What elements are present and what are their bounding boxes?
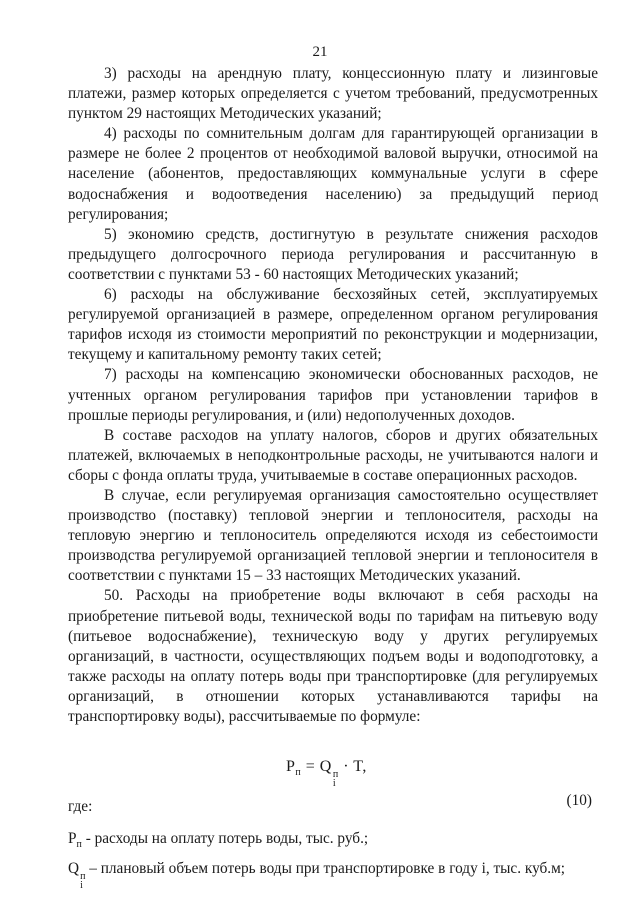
paragraph-item-4: 4) расходы по сомнительным долгам для гарантирующей организации в размере не более 2 процентов от необходимой валовой выручки, относимой на население (абонентов, предоставляющих коммунальные услуги в сфере водоснабжения и водоотведения населению) за предыдущий период регулирования; <box>68 125 598 223</box>
page-number: 21 <box>312 44 328 60</box>
formula-number: (10) <box>566 792 592 810</box>
definition-symbol-sub: п <box>76 839 82 851</box>
formula-rhs-var: Q <box>319 758 332 776</box>
definition-text: - расходы на оплату потерь воды, тыс. руб.; <box>81 830 369 848</box>
document-body <box>68 64 598 894</box>
formula-rhs-subsup <box>333 770 339 788</box>
formula-number-row <box>68 791 598 816</box>
formula-rhs-sub: i <box>332 778 337 790</box>
definition-text: – плановый объем потерь воды при транспортировке в году i, тыс. куб.м; <box>85 860 566 878</box>
paragraph-taxes: В составе расходов на уплату налогов, сборов и других обязательных платежей, включаемых в неподконтрольные расходы, не учитываются налоги и сборы с фонда оплаты труда, учитываемые в составе операционных расходов. <box>68 426 598 484</box>
definition-symbol: P <box>68 830 77 848</box>
formula-equals: = <box>305 758 316 776</box>
formula-comma: , <box>362 758 367 776</box>
formula <box>286 757 367 788</box>
definition-symbol: Q <box>68 860 80 878</box>
paragraph-item-5: 5) экономию средств, достигнутую в результате снижения расходов предыдущего долгосрочного периода регулирования и рассчитанную в соответствии с пунктами 53 - 60 настоящих Методических указаний; <box>68 225 598 283</box>
formula-rhs-var2: T <box>353 758 363 776</box>
formula-lhs: P <box>286 758 296 776</box>
paragraph-item-7: 7) расходы на компенсацию экономически обоснованных расходов, не учтенных органом регулирования тарифов при установлении тарифов в прошлые периоды регулирования, и (или) недополученных доходов. <box>68 366 598 424</box>
definition-item <box>68 829 598 855</box>
formula-rhs-sup: п <box>332 769 339 781</box>
where-label: где: <box>68 798 93 816</box>
paragraph-clause-50: 50. Расходы на приобретение воды включают в себя расходы на приобретение питьевой воды, технической воды по тарифам на питьевую воду (питьевое водоснабжение), техническую воду у других регулируемых организаций, в частности, осуществляющих подъем воды и водоподготовку, а также расходы на оплату потерь воды при транспортировке (для регулируемых организаций, в отношении которых устанавливаются тарифы на транспортировку воды), рассчитываемые по формуле: <box>68 587 598 725</box>
paragraph-item-6: 6) расходы на обслуживание бесхозяйных сетей, эксплуатируемых регулируемой организацией в размере, определенном органом регулирования тарифов исходя из стоимости мероприятий по реконструкции и модернизации, текущему и капитальному ремонту таких сетей; <box>68 286 598 364</box>
formula-lhs-sub: п <box>295 767 302 779</box>
definition-symbol-sub: i <box>80 880 83 892</box>
formula-block <box>68 747 598 791</box>
formula-dot: · <box>343 758 350 776</box>
definition-item <box>68 859 598 890</box>
paragraph-item-3: 3) расходы на арендную плату, концессионную плату и лизинговые платежи, размер которых определяется с учетом требований, предусмотренных пунктом 29 настоящих Методических указаний; <box>68 65 598 123</box>
paragraph-heat-energy: В случае, если регулируемая организация самостоятельно осуществляет производство (поставку) тепловой энергии и теплоносителя, расходы на тепловую энергию и теплоноситель определяются исходя из себестоимости производства регулируемой организацией тепловой энергии и теплоносителя в соответствии с пунктами 15 – 33 настоящих Методических указаний. <box>68 486 598 585</box>
definition-symbol-sup: п <box>80 871 86 883</box>
definitions-list <box>68 829 598 890</box>
